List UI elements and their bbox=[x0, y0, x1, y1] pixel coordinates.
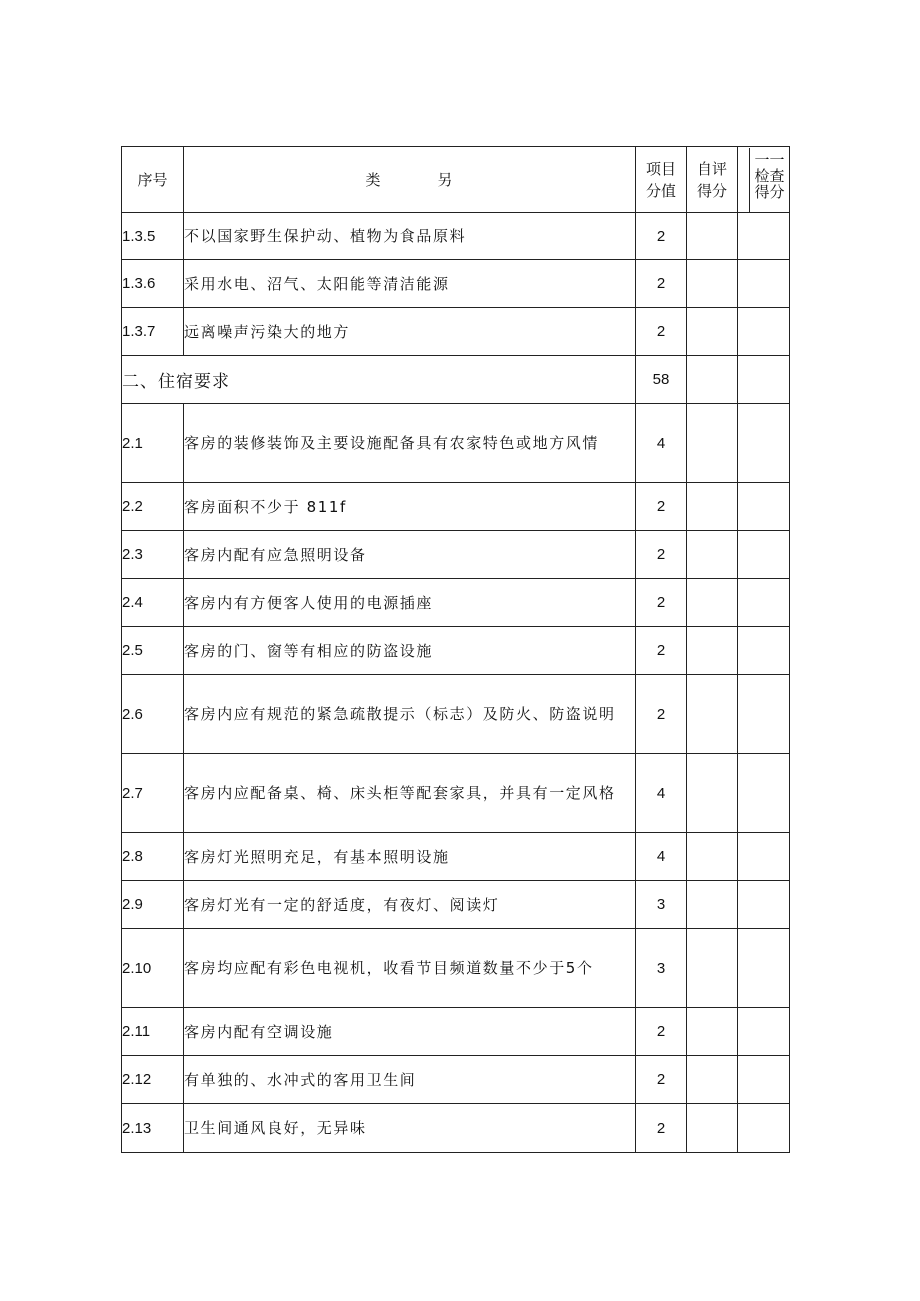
row-item: 采用水电、沼气、太阳能等清洁能源 bbox=[184, 260, 636, 308]
table-row bbox=[122, 754, 790, 833]
row-item: 客房灯光有一定的舒适度，有夜灯、阅读灯 bbox=[184, 881, 636, 929]
row-item: 客房内应配备桌、椅、床头柜等配套家具，并具有一定风格 bbox=[184, 754, 636, 833]
row-item: 客房内有方便客人使用的电源插座 bbox=[184, 579, 636, 627]
row-no: 2.12 bbox=[122, 1056, 184, 1104]
table-row bbox=[122, 404, 790, 483]
row-no: 1.3.6 bbox=[122, 260, 184, 308]
row-self-score[interactable] bbox=[687, 754, 738, 833]
row-item: 客房均应配有彩色电视机，收看节目频道数量不少于5个 bbox=[184, 929, 636, 1008]
row-self-score[interactable] bbox=[687, 881, 738, 929]
row-score: 2 bbox=[636, 308, 687, 356]
row-self-score[interactable] bbox=[687, 213, 738, 260]
row-self-score[interactable] bbox=[687, 1104, 738, 1153]
row-score: 2 bbox=[636, 579, 687, 627]
row-self-score[interactable] bbox=[687, 579, 738, 627]
row-no: 2.11 bbox=[122, 1008, 184, 1056]
row-score: 2 bbox=[636, 1056, 687, 1104]
table-row bbox=[122, 675, 790, 754]
row-self-score[interactable] bbox=[687, 1056, 738, 1104]
row-score: 3 bbox=[636, 881, 687, 929]
table-row bbox=[122, 929, 790, 1008]
row-item: 客房灯光照明充足，有基本照明设施 bbox=[184, 833, 636, 881]
row-score: 2 bbox=[636, 1008, 687, 1056]
row-score: 4 bbox=[636, 833, 687, 881]
table-row bbox=[122, 308, 790, 356]
section-score: 58 bbox=[636, 356, 687, 404]
row-no: 2.13 bbox=[122, 1104, 184, 1153]
table-row bbox=[122, 260, 790, 308]
row-self-score[interactable] bbox=[687, 1008, 738, 1056]
header-self bbox=[687, 147, 738, 213]
row-no: 2.9 bbox=[122, 881, 184, 929]
row-item: 客房内配有应急照明设备 bbox=[184, 531, 636, 579]
table-row bbox=[122, 1056, 790, 1104]
row-self-score[interactable] bbox=[687, 929, 738, 1008]
table-row bbox=[122, 881, 790, 929]
row-score: 4 bbox=[636, 754, 687, 833]
row-item: 客房的装修装饰及主要设施配备具有农家特色或地方风情 bbox=[184, 404, 636, 483]
row-item: 客房内应有规范的紧急疏散提示（标志）及防火、防盗说明 bbox=[184, 675, 636, 754]
section-row bbox=[122, 356, 790, 404]
row-score: 2 bbox=[636, 483, 687, 531]
row-check-score[interactable] bbox=[738, 1056, 790, 1104]
header-self-line2: 得分 bbox=[696, 181, 727, 200]
row-item: 客房内配有空调设施 bbox=[184, 1008, 636, 1056]
header-score bbox=[636, 147, 687, 213]
row-self-score[interactable] bbox=[687, 483, 738, 531]
row-score: 2 bbox=[636, 675, 687, 754]
row-check-score[interactable] bbox=[738, 675, 790, 754]
header-item-left: 类 bbox=[365, 171, 382, 189]
row-check-score[interactable] bbox=[738, 483, 790, 531]
row-no: 2.4 bbox=[122, 579, 184, 627]
header-check-line3: 得分 bbox=[754, 182, 785, 201]
row-check-score[interactable] bbox=[738, 404, 790, 483]
table-row bbox=[122, 1104, 790, 1153]
row-item: 远离噪声污染大的地方 bbox=[184, 308, 636, 356]
row-no: 2.1 bbox=[122, 404, 184, 483]
row-item: 不以国家野生保护动、植物为食品原料 bbox=[184, 213, 636, 260]
row-no: 2.3 bbox=[122, 531, 184, 579]
row-check-score[interactable] bbox=[738, 833, 790, 881]
row-check-score[interactable] bbox=[738, 213, 790, 260]
table-row bbox=[122, 627, 790, 675]
row-self-score[interactable] bbox=[687, 404, 738, 483]
row-no: 1.3.7 bbox=[122, 308, 184, 356]
header-check-line2: 检查 bbox=[754, 166, 785, 185]
row-item: 客房的门、窗等有相应的防盗设施 bbox=[184, 627, 636, 675]
row-check-score[interactable] bbox=[738, 881, 790, 929]
row-check-score[interactable] bbox=[738, 929, 790, 1008]
row-score: 2 bbox=[636, 1104, 687, 1153]
scoring-table bbox=[121, 146, 790, 1153]
table-row bbox=[122, 483, 790, 531]
row-no: 2.6 bbox=[122, 675, 184, 754]
row-item: 有单独的、水冲式的客用卫生间 bbox=[184, 1056, 636, 1104]
table-row bbox=[122, 833, 790, 881]
row-self-score[interactable] bbox=[687, 833, 738, 881]
table-row bbox=[122, 531, 790, 579]
row-no: 2.8 bbox=[122, 833, 184, 881]
header-self-line1: 自评 bbox=[696, 159, 727, 178]
row-check-score[interactable] bbox=[738, 1104, 790, 1153]
row-check-score[interactable] bbox=[738, 627, 790, 675]
row-no: 2.2 bbox=[122, 483, 184, 531]
section-self-score[interactable] bbox=[687, 356, 738, 404]
row-no: 2.7 bbox=[122, 754, 184, 833]
row-score: 2 bbox=[636, 531, 687, 579]
header-no: 序号 bbox=[122, 147, 184, 213]
header-check bbox=[738, 147, 790, 213]
row-check-score[interactable] bbox=[738, 531, 790, 579]
row-self-score[interactable] bbox=[687, 531, 738, 579]
row-score: 3 bbox=[636, 929, 687, 1008]
section-check-score[interactable] bbox=[738, 356, 790, 404]
row-check-score[interactable] bbox=[738, 260, 790, 308]
table-row bbox=[122, 213, 790, 260]
row-score: 4 bbox=[636, 404, 687, 483]
row-item: 卫生间通风良好，无异味 bbox=[184, 1104, 636, 1153]
row-score: 2 bbox=[636, 213, 687, 260]
header-check-line1: 一一 bbox=[754, 150, 785, 169]
header-row bbox=[122, 147, 790, 213]
row-check-score[interactable] bbox=[738, 754, 790, 833]
row-self-score[interactable] bbox=[687, 260, 738, 308]
header-item bbox=[184, 147, 636, 213]
row-no: 2.5 bbox=[122, 627, 184, 675]
row-score: 2 bbox=[636, 627, 687, 675]
table-row bbox=[122, 1008, 790, 1056]
row-check-score[interactable] bbox=[738, 1008, 790, 1056]
table-row bbox=[122, 579, 790, 627]
row-item: 客房面积不少于 811f bbox=[184, 483, 636, 531]
header-item-right: 另 bbox=[437, 171, 454, 189]
header-score-line1: 项目 bbox=[645, 159, 676, 178]
row-score: 2 bbox=[636, 260, 687, 308]
section-title: 二、住宿要求 bbox=[122, 356, 636, 404]
row-self-score[interactable] bbox=[687, 675, 738, 754]
row-no: 2.10 bbox=[122, 929, 184, 1008]
row-check-score[interactable] bbox=[738, 308, 790, 356]
row-check-score[interactable] bbox=[738, 579, 790, 627]
row-self-score[interactable] bbox=[687, 308, 738, 356]
row-no: 1.3.5 bbox=[122, 213, 184, 260]
header-score-line2: 分值 bbox=[645, 181, 676, 200]
row-self-score[interactable] bbox=[687, 627, 738, 675]
